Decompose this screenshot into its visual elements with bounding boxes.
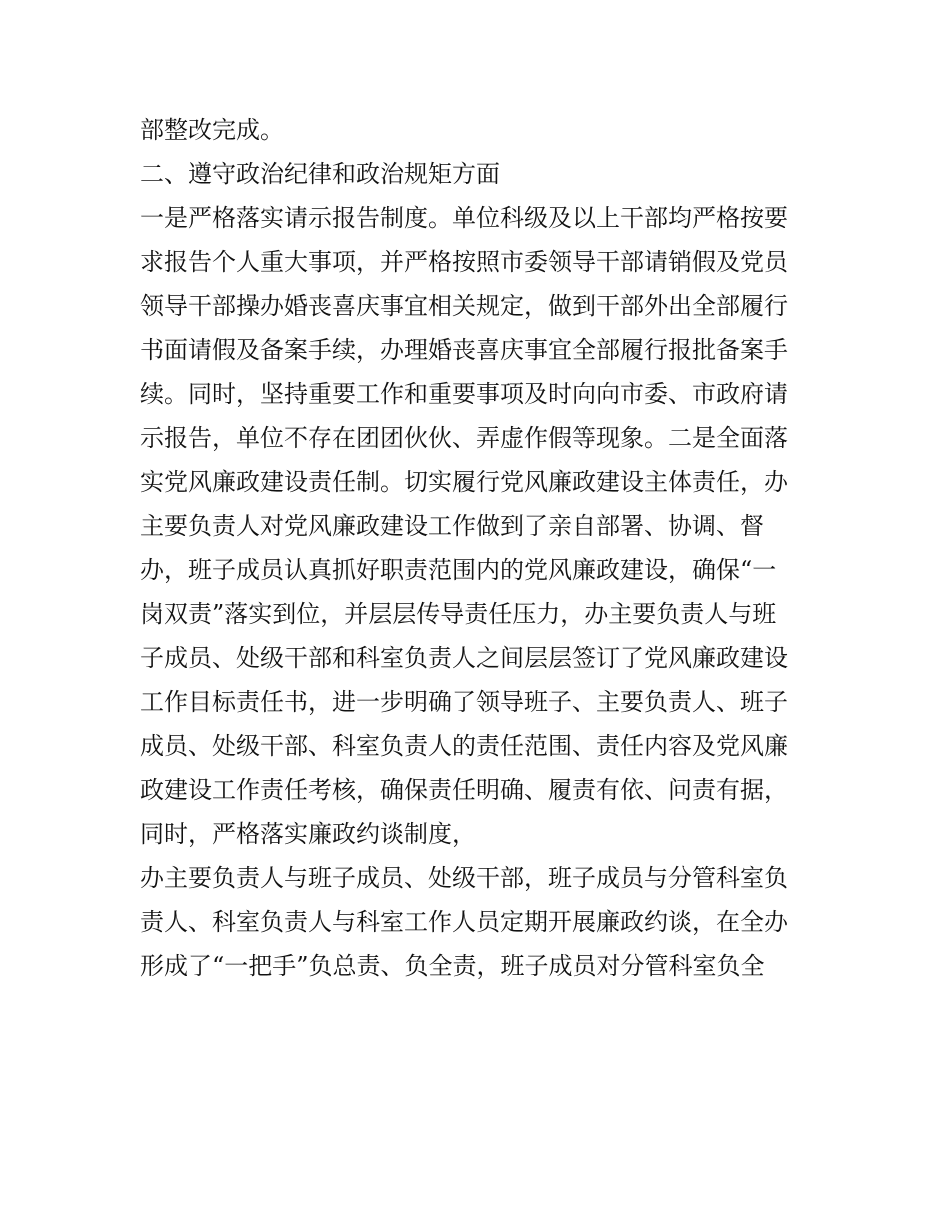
text-line: 一是严格落实请示报告制度。单位科级及以上干部均严格按要 xyxy=(140,204,788,232)
text-line: 工作目标责任书，进一步明确了领导班子、主要负责人、班子 xyxy=(140,688,788,716)
text-line: 办主要负责人与班子成员、处级干部，班子成员与分管科室负 xyxy=(140,864,788,892)
text-line: 示报告，单位不存在团团伙伙、弄虚作假等现象。二是全面落 xyxy=(140,424,788,452)
text-line: 书面请假及备案手续，办理婚丧喜庆事宜全部履行报批备案手 xyxy=(140,336,788,364)
document-body xyxy=(140,108,820,988)
text-line: 实党风廉政建设责任制。切实履行党风廉政建设主体责任，办 xyxy=(140,468,788,496)
text-line: 岗双责”落实到位，并层层传导责任压力，办主要负责人与班 xyxy=(140,600,777,628)
text-line: 领导干部操办婚丧喜庆事宜相关规定，做到干部外出全部履行 xyxy=(140,292,788,320)
text-line: 同时，严格落实廉政约谈制度， xyxy=(140,820,476,848)
text-line: 子成员、处级干部和科室负责人之间层层签订了党风廉政建设 xyxy=(140,644,788,672)
text-line: 政建设工作责任考核，确保责任明确、履责有依、问责有据， xyxy=(140,776,788,804)
text-line: 办，班子成员认真抓好职责范围内的党风廉政建设，确保“一 xyxy=(140,556,777,584)
text-line: 部整改完成。 xyxy=(140,116,284,144)
text-line: 续。同时，坚持重要工作和重要事项及时向向市委、市政府请 xyxy=(140,380,788,408)
section-heading: 二、遵守政治纪律和政治规矩方面 xyxy=(140,160,500,188)
text-line: 主要负责人对党风廉政建设工作做到了亲自部署、协调、督 xyxy=(140,512,764,540)
text-line: 求报告个人重大事项，并严格按照市委领导干部请销假及党员 xyxy=(140,248,788,276)
text-line: 责人、科室负责人与科室工作人员定期开展廉政约谈，在全办 xyxy=(140,908,788,936)
text-line: 成员、处级干部、科室负责人的责任范围、责任内容及党风廉 xyxy=(140,732,788,760)
text-line: 形成了“一把手”负总责、负全责，班子成员对分管科室负全 xyxy=(140,952,765,980)
